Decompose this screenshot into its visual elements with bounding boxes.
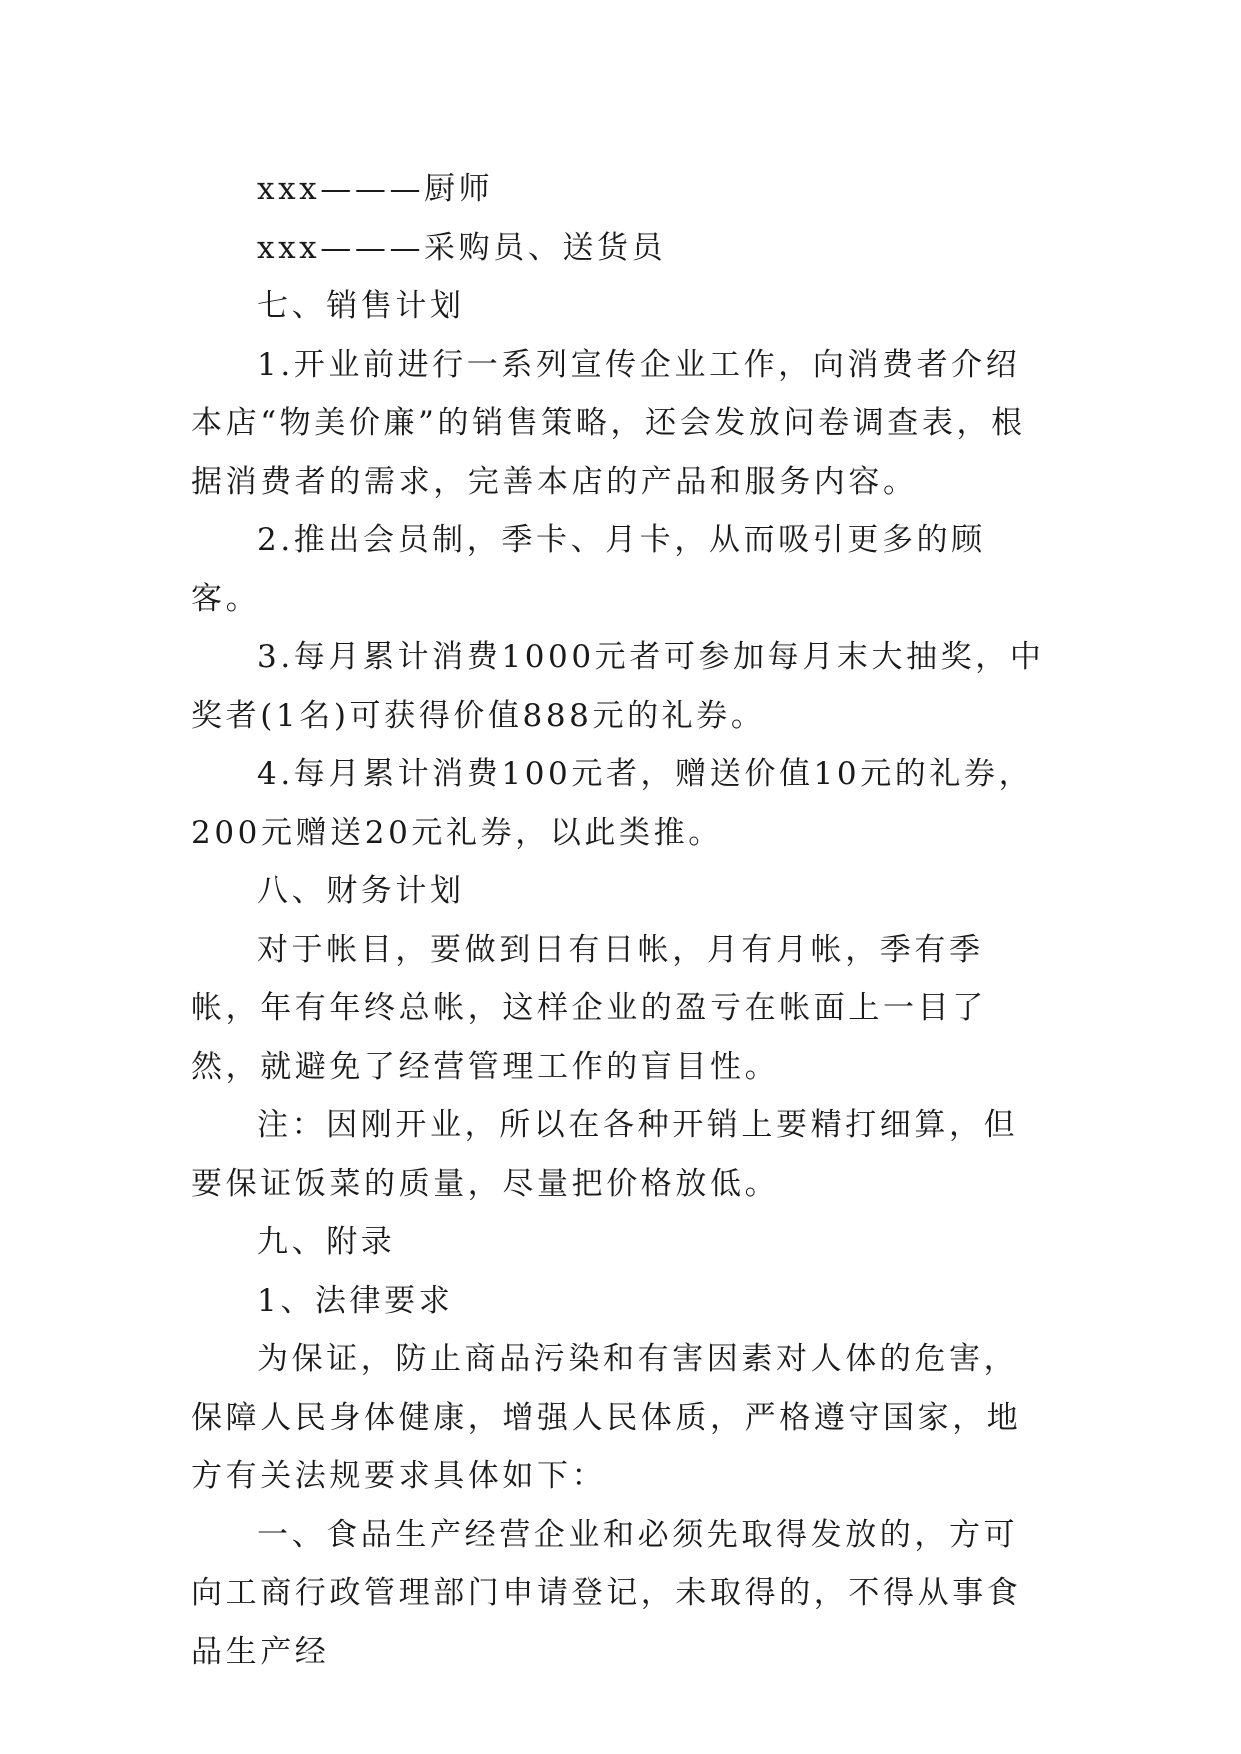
staff-line-purchaser: xxx———采购员、送货员	[257, 229, 667, 266]
finance-paragraph: 对于帐目，要做到日有日帐，月有月帐，季有季帐，年有年终总帐，这样企业的盈亏在帐面上一目了然，就避免了经营管理工作的盲目性。	[191, 931, 987, 1085]
sales-item-2: 2.推出会员制，季卡、月卡，从而吸引更多的顾客。	[191, 522, 986, 617]
section-heading-finance-plan: 八、财务计划	[257, 873, 465, 909]
sales-item-3: 3.每月累计消费1000元者可参加每月末大抽奖，中奖者(1名)可获得价值888元的礼券。	[191, 639, 1045, 734]
section-heading-sales-plan: 七、销售计划	[257, 288, 465, 324]
finance-note: 注：因刚开业，所以在各种开销上要精打细算，但要保证饭菜的质量，尽量把价格放低。	[191, 1107, 1019, 1202]
sales-item-4: 4.每月累计消费100元者，赠送价值10元的礼券，200元赠送20元礼券，以此类推。	[191, 756, 1034, 851]
sales-item-1: 1.开业前进行一系列宣传企业工作，向消费者介绍本店“物美价廉”的销售策略，还会发放问卷调查表，根据消费者的需求，完善本店的产品和服务内容。	[191, 346, 1026, 500]
legal-intro-paragraph: 为保证，防止商品污染和有害因素对人体的危害，保障人民身体健康，增强人民体质，严格遵守国家，地方有关法规要求具体如下：	[191, 1341, 1022, 1494]
staff-line-chef: xxx———厨师	[257, 171, 494, 207]
document-body	[191, 160, 1051, 1681]
section-heading-appendix: 九、附录	[257, 1224, 396, 1260]
subheading-legal-requirements: 1、法律要求	[257, 1282, 454, 1319]
legal-item-1: 一、食品生产经营企业和必须先取得发放的，方可向工商行政管理部门申请登记，未取得的，不得从事食品生产经	[191, 1516, 1022, 1670]
